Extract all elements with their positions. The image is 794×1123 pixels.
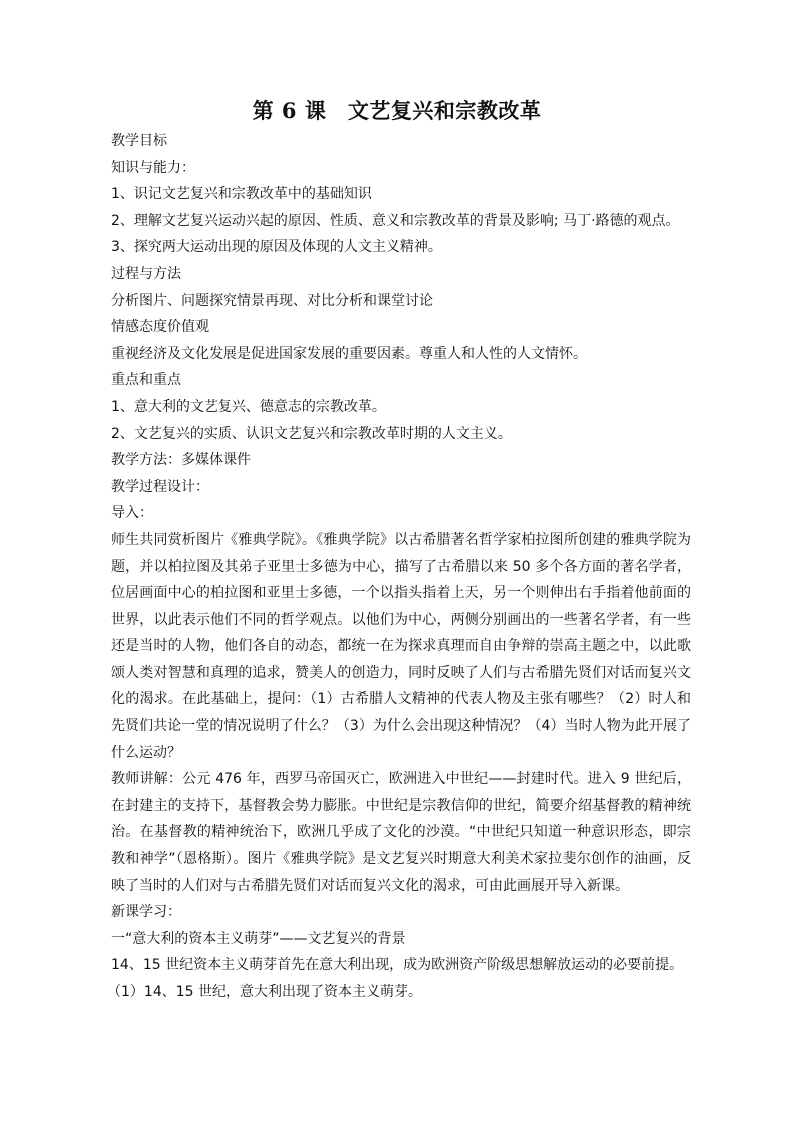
heading-emotion-values: 情感态度价值观 (111, 319, 209, 336)
teacher-explanation-paragraph: 教师讲解：公元 476 年，西罗马帝国灭亡，欧洲进入中世纪——封建时代。进入 9 世纪后，在封建主的支持下，基督教会势力膨胀。中世纪是宗教信仰的世纪，简要介绍基督教的精神统治。在基督教的精神统治下，欧洲几乎成了文化的沙漠。“中世纪只知道一种意识形态，即宗教和神学”（恩格斯）。图片《雅典学院》是文艺复兴时期意大利美术家拉斐尔创作的油画，反映了当时的人们对与古希腊先贤们对话而复兴文化的渴求，可由此画展开导入新课。 (111, 771, 691, 894)
introduction-paragraph: 师生共同赏析图片《雅典学院》。《雅典学院》以古希腊著名哲学家柏拉图所创建的雅典学院为题，并以柏拉图及其弟子亚里士多德为中心，描写了古希腊以来 50 多个各方面的著名学者，位居画面中心的柏拉图和亚里士多德，一个以指头指着上天，另一个则伸出右手指着他前面的世界，以此表示他们不同的哲学观点。以他们为中心，两侧分别画出的一些著名学者，有一些还是当时的人物，他们各自的动态，都统一在为探求真理而自由争辩的崇高主题之中，以此歌颂人类对智慧和真理的追求，赞美人的创造力，同时反映了人们与古希腊先贤们对话而复兴文化的渴求。在此基础上，提问：（1）古希腊人文精神的代表人物及主张有哪些？（2）时人和先贤们共论一堂的情况说明了什么？（3）为什么会出现这种情况？（4）当时人物为此开展了什么运动？ (111, 531, 691, 761)
process-method-text: 分析图片、问题探究情景再现、对比分析和课堂讨论 (111, 292, 433, 309)
teaching-method: 教学方法：多媒体课件 (111, 452, 251, 469)
introduction-heading: 导入： (111, 505, 153, 522)
section-one-heading: 一“意大利的资本主义萌芽”——文艺复兴的背景 (111, 930, 406, 947)
teaching-process-heading: 教学过程设计： (111, 478, 209, 495)
key-point-2: 2、文艺复兴的实质、认识文艺复兴和宗教改革时期的人文主义。 (111, 425, 512, 442)
document-body (107, 128, 691, 1006)
goal-item-3: 3、探究两大运动出现的原因及体现的人文主义精神。 (111, 239, 442, 256)
capitalism-sprout-point-1: （1）14、15 世纪，意大利出现了资本主义萌芽。 (107, 984, 422, 1000)
heading-key-points: 重点和重点 (111, 372, 181, 389)
heading-knowledge-ability: 知识与能力： (111, 159, 195, 176)
new-lesson-heading: 新课学习： (111, 904, 181, 921)
emotion-values-text: 重视经济及文化发展是促进国家发展的重要因素。尊重人和人性的人文情怀。 (111, 345, 587, 362)
goal-item-1: 1、识记文艺复兴和宗教改革中的基础知识 (111, 186, 372, 203)
heading-teaching-goals: 教学目标 (111, 133, 167, 149)
goal-item-2: 2、理解文艺复兴运动兴起的原因、性质、意义和宗教改革的背景及影响; 马丁·路德的观点。 (111, 212, 680, 229)
key-point-1: 1、意大利的文艺复兴、德意志的宗教改革。 (111, 398, 386, 415)
lesson-title: 第 6 课 文艺复兴和宗教改革 (252, 98, 542, 123)
capitalism-sprout-text: 14、15 世纪资本主义萌芽首先在意大利出现，成为欧洲资产阶级思想解放运动的必要前提。 (111, 957, 684, 974)
heading-process-method: 过程与方法 (111, 265, 181, 282)
